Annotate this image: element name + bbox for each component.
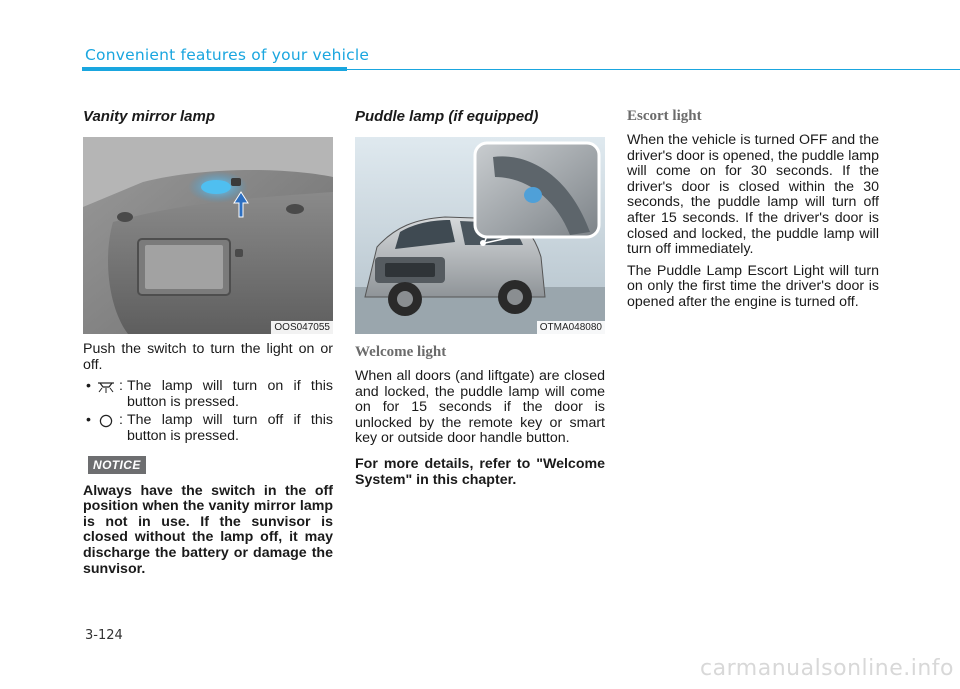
- escort-light-text-2: The Puddle Lamp Escort Light will turn on only the first time the driver's door is opened after the engine is turned off.: [627, 262, 879, 310]
- notice-text: Always have the switch in the off position when the vanity mirror lamp is not in use. If the sunvisor is closed without the lamp off, it may discharge the battery or damage the sunvisor.: [83, 482, 333, 577]
- header-divider-thin: [347, 69, 960, 71]
- vanity-mirror-illustration: [83, 137, 333, 334]
- bullet-text: The lamp will turn on if this button is pressed.: [127, 378, 333, 410]
- chapter-title: Convenient features of your vehicle: [85, 46, 370, 64]
- subheading-escort-light: Escort light: [627, 108, 702, 124]
- lamp-on-icon: [96, 380, 116, 394]
- bullet-lamp-on: • : The lamp will turn on if this button is pressed.: [86, 378, 333, 410]
- column-puddle-lamp: [355, 108, 605, 494]
- welcome-light-text: When all doors (and liftgate) are closed and locked, the puddle lamp will come on for 15 seconds if the door is unlocked by the remote key or smart key or outside door handle button.: [355, 368, 605, 447]
- column-vanity-mirror-lamp: [83, 108, 333, 583]
- watermark: carmanualsonline.info: [700, 656, 954, 681]
- puddle-lamp-illustration: [355, 137, 605, 334]
- figure-vanity-mirror: [83, 137, 333, 334]
- escort-light-text-1: When the vehicle is turned OFF and the driver's door is opened, the puddle lamp will come on for 30 seconds. If the driver's door is closed within the 30 seconds, the puddle lamp will turn off after 15 seconds. If the driver's door is closed and locked, the puddle lamp will turn off immediately.: [627, 132, 879, 258]
- bullet-text: The lamp will turn off if this button is pressed.: [127, 412, 333, 444]
- notice-badge: NOTICE: [88, 456, 146, 474]
- figure-puddle-lamp: [355, 137, 605, 334]
- bullet-dot: •: [86, 412, 91, 429]
- figure-code: OTMA048080: [537, 321, 605, 334]
- reference-text: For more details, refer to "Welcome System" in this chapter.: [355, 455, 605, 488]
- page-number: 3-124: [85, 628, 123, 643]
- bullet-lamp-off: • : The lamp will turn off if this button is pressed.: [86, 412, 333, 444]
- section-heading-puddle-lamp: Puddle lamp (if equipped): [355, 108, 539, 125]
- subheading-welcome-light: Welcome light: [355, 344, 447, 360]
- column-escort-light: [627, 108, 879, 317]
- figure-code: OOS047055: [271, 321, 333, 334]
- bullet-dot: •: [86, 378, 91, 395]
- intro-text: Push the switch to turn the light on or off.: [83, 341, 333, 373]
- section-heading-vanity-mirror-lamp: Vanity mirror lamp: [83, 108, 215, 125]
- lamp-off-icon: [96, 414, 116, 428]
- header-divider-thick: [82, 67, 347, 71]
